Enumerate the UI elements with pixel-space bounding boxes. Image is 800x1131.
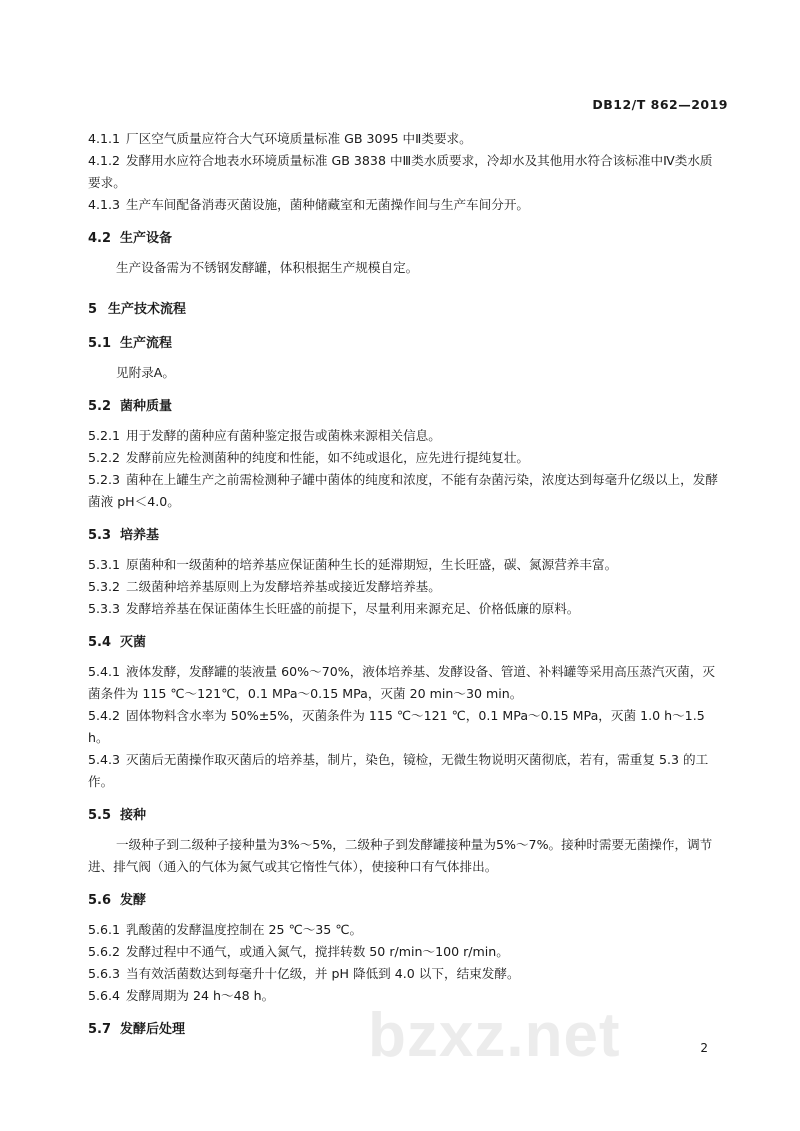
clause-item [88, 705, 724, 749]
clause-item [88, 941, 724, 963]
clause-text: 二级菌种培养基原则上为发酵培养基或接近发酵培养基。 [126, 579, 441, 594]
clause-number: 5.4.2 [88, 708, 121, 723]
clause-text: 接种 [120, 808, 147, 823]
clause-item [88, 963, 724, 985]
clause-number: 5.6.1 [88, 922, 121, 937]
clause-text: 灭菌 [120, 635, 147, 650]
clause-number: 4.1.2 [88, 153, 121, 168]
clause-text: 生产车间配备消毒灭菌设施，菌种储藏室和无菌操作间与生产车间分开。 [126, 197, 529, 212]
clause-number: 5.3 [88, 528, 112, 543]
paragraph: 一级种子到二级种子接种量为3%～5%，二级种子到发酵罐接种量为5%～7%。接种时需要无菌操作，调节进、排气阀（通入的气体为氮气或其它惰性气体），使接种口有气体排出。 [88, 837, 713, 874]
clause-text: 乳酸菌的发酵温度控制在 25 ℃～35 ℃。 [126, 922, 363, 937]
clause-text: 当有效活菌数达到每毫升十亿级，并 pH 降低到 4.0 以下，结束发酵。 [126, 966, 520, 981]
clause-number: 5.2 [88, 399, 112, 414]
clause-text: 固体物料含水率为 50%±5%，灭菌条件为 115 ℃～121 ℃，0.1 MPa～0.15 MPa，灭菌 1.0 h～1.5 h。 [88, 708, 705, 745]
clause-text: 原菌种和一级菌种的培养基应保证菌种生长的延滞期短，生长旺盛，碳、氮源营养丰富。 [126, 557, 618, 572]
document-id: DB12/T 862—2019 [592, 97, 728, 112]
clause-number: 5.2.1 [88, 428, 121, 443]
subsection-heading [88, 890, 724, 912]
section-heading [88, 299, 724, 321]
clause-number: 5.7 [88, 1022, 112, 1037]
clause-text: 发酵 [120, 893, 147, 908]
clause-number: 5.4 [88, 635, 112, 650]
clause-item [88, 661, 724, 705]
clause-number: 5.2.2 [88, 450, 121, 465]
document-body [88, 128, 724, 1048]
clause-number: 5.3.1 [88, 557, 121, 572]
clause-number: 5.3.2 [88, 579, 121, 594]
subsection-heading [88, 525, 724, 547]
clause-text: 发酵周期为 24 h～48 h。 [126, 988, 275, 1003]
clause-item [88, 749, 724, 793]
clause-text: 发酵后处理 [120, 1022, 186, 1037]
subsection-heading [88, 228, 724, 250]
clause-text: 生产设备 [120, 231, 173, 246]
clause-number: 5.4.3 [88, 752, 121, 767]
clause-number: 5.6.3 [88, 966, 121, 981]
clause-text: 发酵用水应符合地表水环境质量标准 GB 3838 中Ⅲ类水质要求，冷却水及其他用水符合该标准中Ⅳ类水质要求。 [88, 153, 713, 190]
clause-number: 4.2 [88, 231, 112, 246]
clause-item [88, 194, 724, 216]
clause-number: 5.3.3 [88, 601, 121, 616]
clause-item [88, 554, 724, 576]
clause-item [88, 150, 724, 194]
clause-item [88, 469, 724, 513]
subsection-heading [88, 333, 724, 355]
clause-number: 5.6 [88, 893, 112, 908]
clause-number: 4.1.3 [88, 197, 121, 212]
clause-item [88, 919, 724, 941]
watermark: bzxz.net [368, 1001, 621, 1070]
clause-text: 发酵培养基在保证菌体生长旺盛的前提下，尽量利用来源充足、价格低廉的原料。 [126, 601, 580, 616]
subsection-heading [88, 632, 724, 654]
subsection-heading [88, 805, 724, 827]
clause-text: 培养基 [120, 528, 160, 543]
clause-text: 厂区空气质量应符合大气环境质量标准 GB 3095 中Ⅱ类要求。 [126, 131, 472, 146]
clause-number: 5.5 [88, 808, 112, 823]
clause-text: 菌种质量 [120, 399, 173, 414]
clause-text: 生产流程 [120, 336, 173, 351]
clause-number: 5.4.1 [88, 664, 121, 679]
clause-number: 5.6.4 [88, 988, 121, 1003]
subsection-heading [88, 396, 724, 418]
clause-number: 5.1 [88, 336, 112, 351]
clause-text: 发酵前应先检测菌种的纯度和性能，如不纯或退化，应先进行提纯复壮。 [126, 450, 529, 465]
clause-text: 灭菌后无菌操作取灭菌后的培养基，制片，染色，镜检，无微生物说明灭菌彻底，若有，需重复 5.3 的工作。 [88, 752, 709, 789]
clause-text: 生产技术流程 [108, 302, 187, 317]
clause-number: 5.2.3 [88, 472, 121, 487]
clause-number: 4.1.1 [88, 131, 121, 146]
clause-item [88, 128, 724, 150]
clause-item [88, 425, 724, 447]
clause-item [88, 447, 724, 469]
clause-item [88, 598, 724, 620]
clause-number: 5.6.2 [88, 944, 121, 959]
clause-text: 液体发酵，发酵罐的装液量 60%～70%，液体培养基、发酵设备、管道、补料罐等采用高压蒸汽灭菌，灭菌条件为 115 ℃～121℃，0.1 MPa～0.15 MPa，灭菌 20 min～30 min。 [88, 664, 715, 701]
paragraph: 生产设备需为不锈钢发酵罐，体积根据生产规模自定。 [116, 260, 419, 275]
clause-item [88, 576, 724, 598]
clause-text: 菌种在上罐生产之前需检测种子罐中菌体的纯度和浓度，不能有杂菌污染，浓度达到每毫升亿级以上，发酵菌液 pH＜4.0。 [88, 472, 718, 509]
clause-text: 用于发酵的菌种应有菌种鉴定报告或菌株来源相关信息。 [126, 428, 441, 443]
page-number: 2 [700, 1041, 708, 1055]
paragraph: 见附录A。 [116, 365, 175, 380]
clause-number: 5 [88, 302, 98, 317]
clause-text: 发酵过程中不通气，或通入氮气，搅拌转数 50 r/min～100 r/min。 [126, 944, 509, 959]
